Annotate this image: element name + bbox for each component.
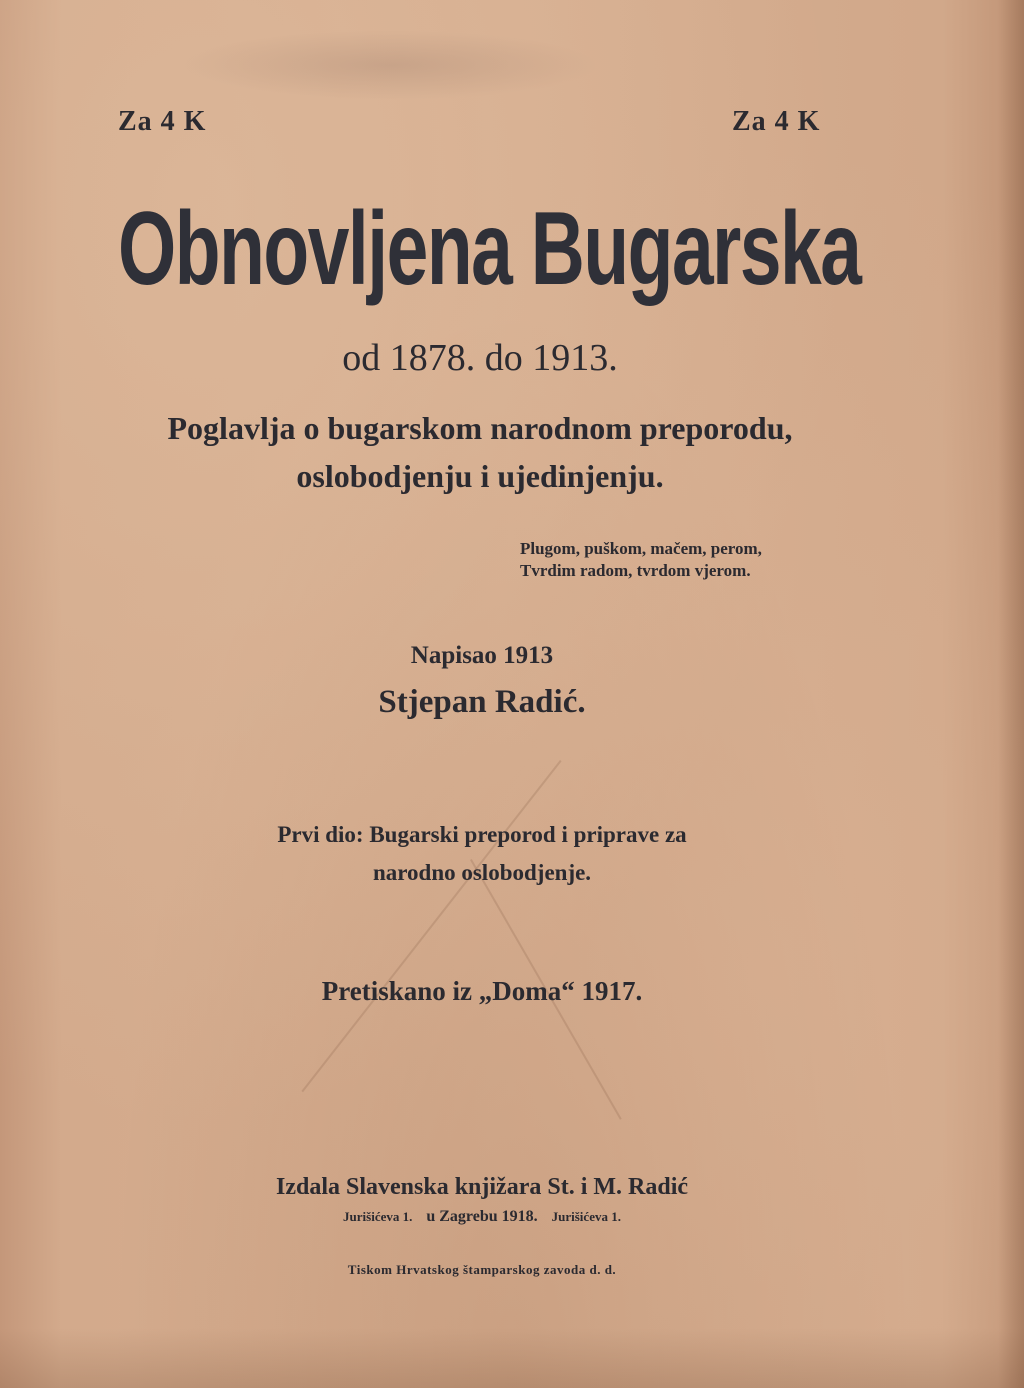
address-right: Jurišićeva 1.: [551, 1209, 621, 1224]
publisher: Izdala Slavenska knjižara St. i M. Radić: [275, 1174, 689, 1200]
subtitle-line: Poglavlja o bugarskom narodnom preporodu,: [167, 410, 793, 446]
paper-stain: [180, 30, 600, 100]
part-description: [0, 816, 964, 892]
paper-crease: [301, 760, 561, 1092]
motto-line: Plugom, puškom, mačem, perom,: [520, 539, 762, 558]
paper-edge-shadow: [998, 0, 1024, 1388]
price-right: Za 4 K: [732, 106, 821, 137]
author-name: Stjepan Radić.: [378, 684, 586, 720]
subtitle-line: oslobodjenju i ujedinjenju.: [296, 458, 664, 494]
motto: [520, 538, 762, 582]
book-years: od 1878. do 1913.: [342, 337, 618, 379]
part-line: narodno oslobodjenje.: [372, 860, 592, 885]
address-center: u Zagrebu 1918.: [426, 1208, 538, 1225]
paper-bottom-shadow: [0, 1328, 1024, 1388]
price-left: Za 4 K: [118, 106, 207, 137]
written-year: Napisao 1913: [410, 642, 554, 669]
part-line: Prvi dio: Bugarski preporod i priprave za: [277, 822, 687, 847]
publisher-address: [0, 1208, 964, 1226]
motto-line: Tvrdim radom, tvrdom vjerom.: [520, 561, 751, 580]
book-subtitle: [0, 404, 960, 500]
book-title: Obnovljena Bugarska: [118, 191, 861, 307]
reprint-note: Pretiskano iz „Doma“ 1917.: [321, 976, 643, 1006]
address-left: Jurišićeva 1.: [343, 1209, 413, 1224]
printer-note: Tiskom Hrvatskog štamparskog zavoda d. d.: [347, 1262, 617, 1277]
